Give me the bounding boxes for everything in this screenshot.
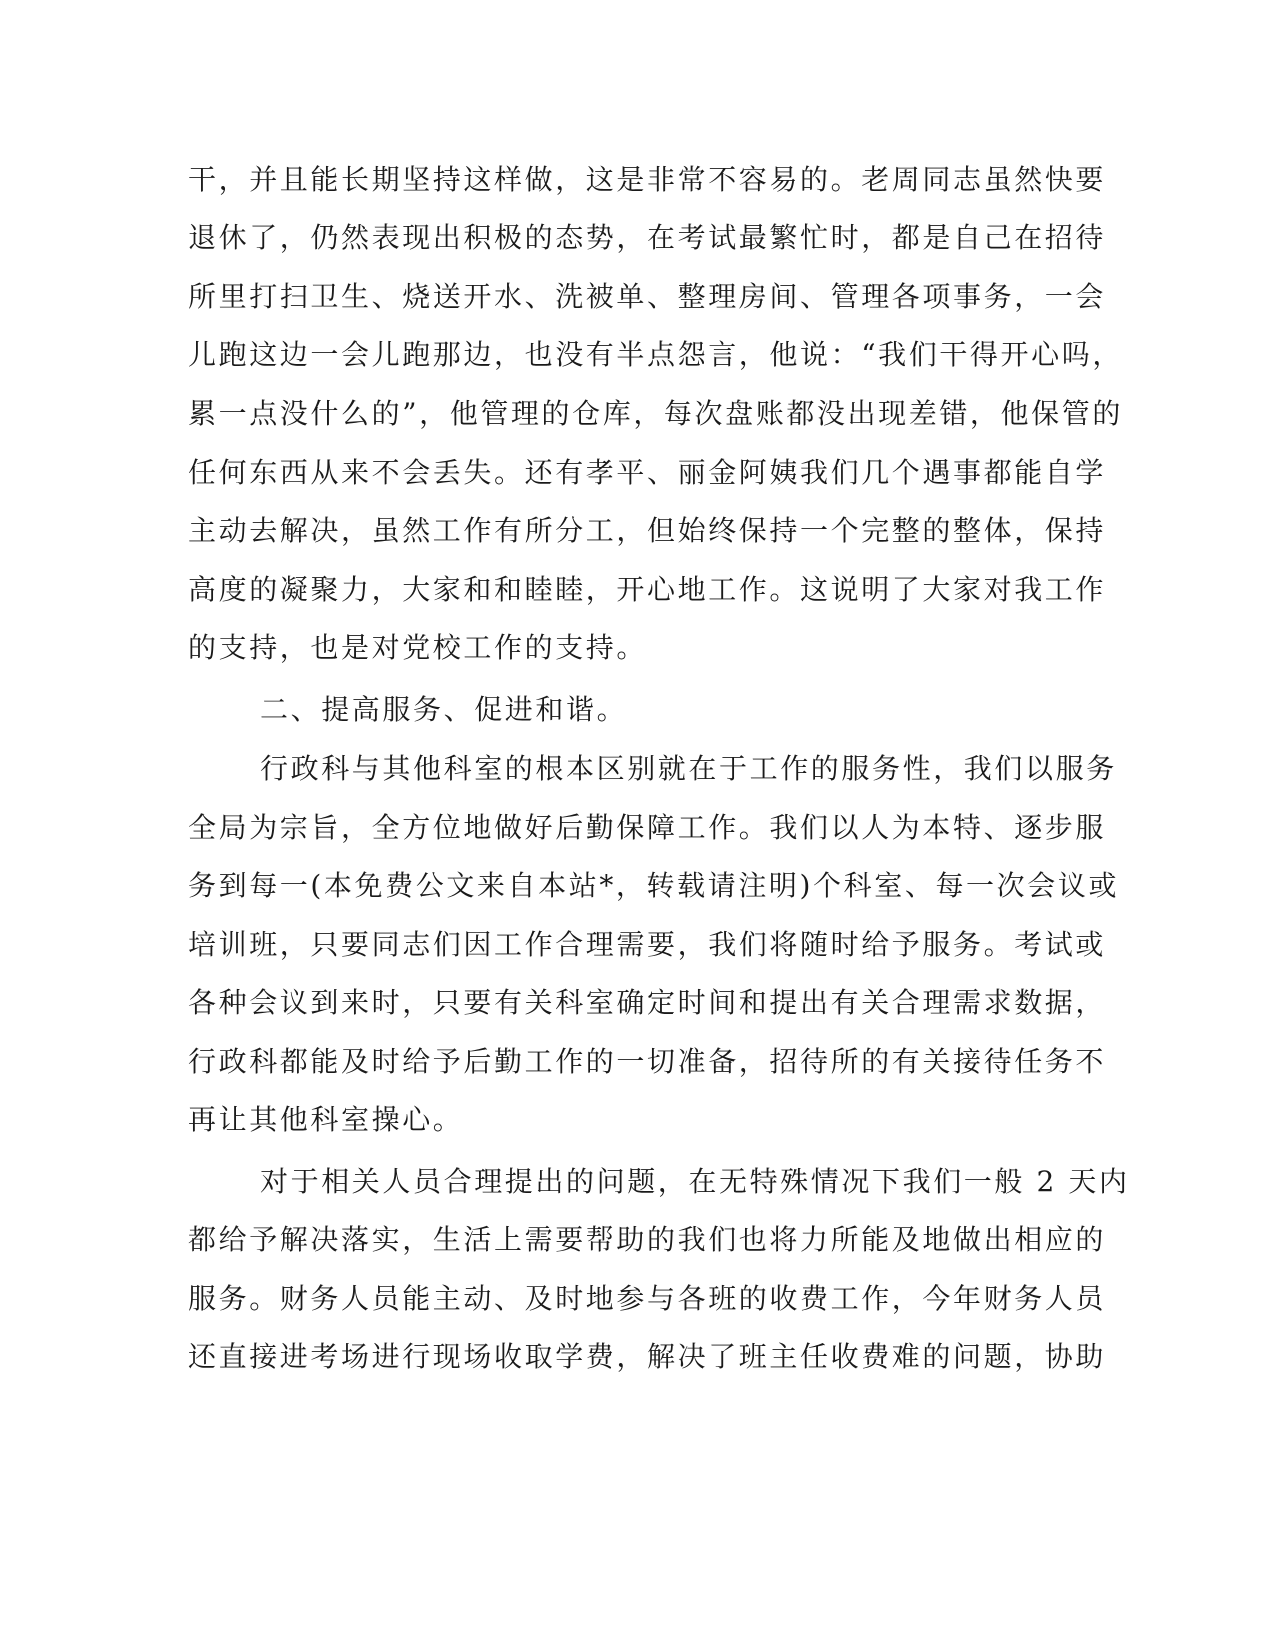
paragraph-line: 再让其他科室操心。	[188, 1103, 464, 1136]
paragraph-line: 的支持，也是对党校工作的支持。	[188, 631, 648, 664]
paragraph-line: 儿跑这边一会儿跑那边，也没有半点怨言，他说：“我们干得开心吗，	[188, 338, 1123, 371]
paragraph-line: 全局为宗旨，全方位地做好后勤保障工作。我们以人为本特、逐步服	[188, 811, 1107, 844]
paragraph-line: 服务。财务人员能主动、及时地参与各班的收费工作，今年财务人员	[188, 1282, 1107, 1315]
paragraph-line: 累一点没什么的”，他管理的仓库，每次盘账都没出现差错，他保管的	[188, 397, 1123, 430]
paragraph-line: 退休了，仍然表现出积极的态势，在考试最繁忙时，都是自己在招待	[188, 221, 1107, 254]
paragraph-line: 高度的凝聚力，大家和和睦睦，开心地工作。这说明了大家对我工作	[188, 573, 1107, 606]
paragraph-line: 都给予解决落实，生活上需要帮助的我们也将力所能及地做出相应的	[188, 1223, 1107, 1256]
paragraph-line: 行政科都能及时给予后勤工作的一切准备，招待所的有关接待任务不	[188, 1045, 1107, 1078]
paragraph-line: 务到每一(本免费公文来自本站*，转载请注明)个科室、每一次会议或	[188, 869, 1120, 902]
paragraph-line: 还直接进考场进行现场收取学费，解决了班主任收费难的问题，协助	[188, 1340, 1107, 1373]
paragraph-line: 各种会议到来时，只要有关科室确定时间和提出有关合理需求数据，	[188, 986, 1107, 1019]
paragraph-line: 干，并且能长期坚持这样做，这是非常不容易的。老周同志虽然快要	[188, 163, 1107, 196]
paragraph-line: 任何东西从来不会丢失。还有孝平、丽金阿姨我们几个遇事都能自学	[188, 456, 1107, 489]
section-heading: 二、提高服务、促进和谐。	[260, 693, 628, 726]
paragraph-line: 主动去解决，虽然工作有所分工，但始终保持一个完整的整体，保持	[188, 514, 1107, 547]
paragraph-line: 行政科与其他科室的根本区别就在于工作的服务性，我们以服务	[260, 752, 1117, 785]
paragraph-line: 对于相关人员合理提出的问题，在无特殊情况下我们一般 2 天内	[260, 1165, 1130, 1198]
paragraph-line: 所里打扫卫生、烧送开水、洗被单、整理房间、管理各项事务，一会	[188, 280, 1107, 313]
paragraph-line: 培训班，只要同志们因工作合理需要，我们将随时给予服务。考试或	[188, 928, 1107, 961]
